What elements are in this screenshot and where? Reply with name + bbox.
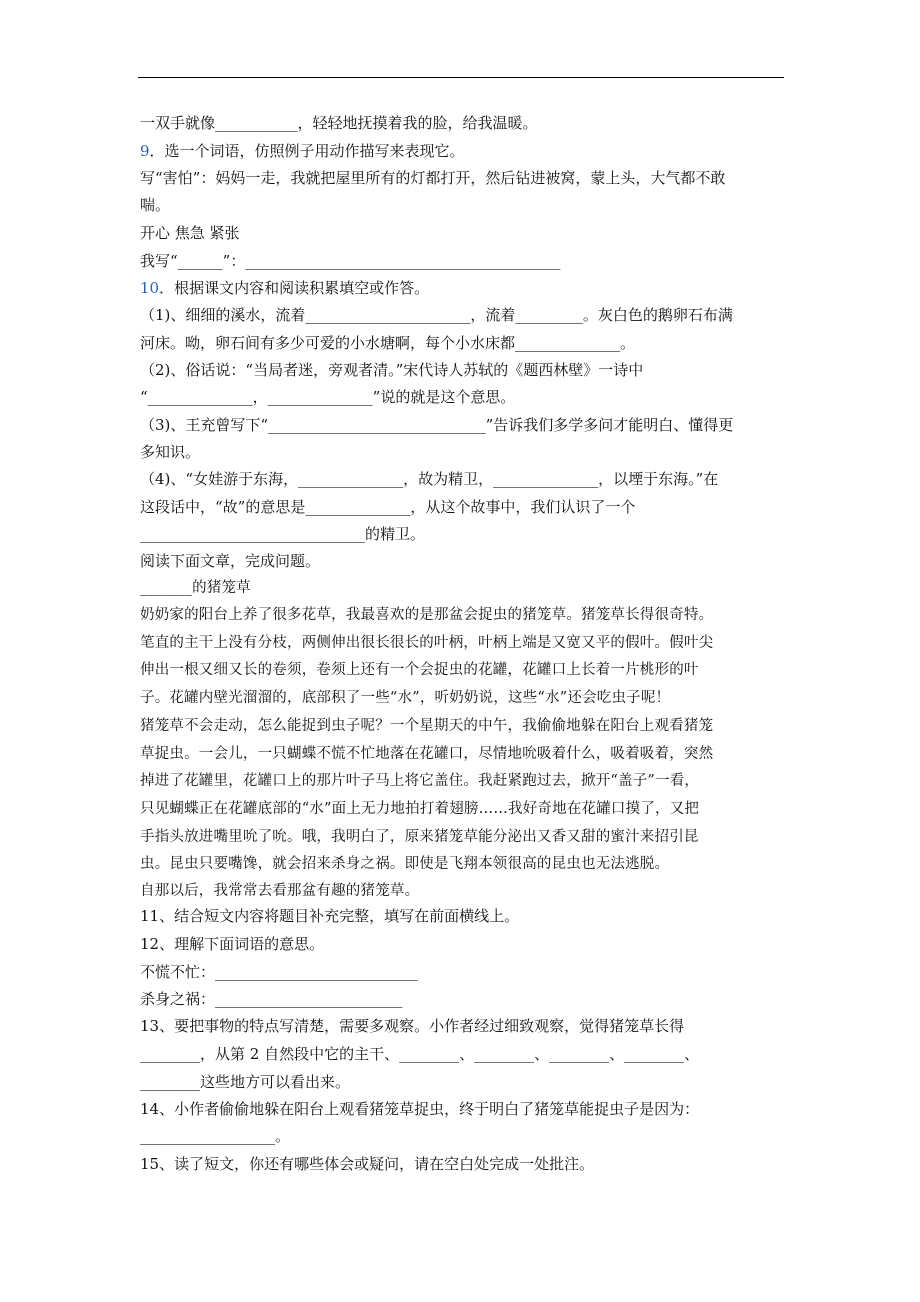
reading-instruction: 阅读下面文章，完成问题。 bbox=[140, 552, 321, 570]
article-line: 伸出一根又细又长的卷须，卷须上还有一个会捉虫的花罐，花罐口上长着一片桃形的叶 bbox=[140, 662, 699, 678]
article-line: 奶奶家的阳台上养了很多花草，我最喜欢的是那盆会捉虫的猪笼草。猪笼草长得很奇特。 bbox=[140, 607, 714, 623]
article-line: 掉进了花罐里，花罐口上的那片叶子马上将它盖住。我赶紧跑过去，掀开“盖子”一看， bbox=[140, 773, 700, 789]
example-line: 写“害怕”：妈妈一走，我就把屋里所有的灯都打开，然后钻进被窝，蒙上头，大气都不敢 bbox=[140, 169, 726, 187]
q12-item1: 不慌不忙：___________________________ bbox=[140, 963, 418, 981]
q10-part4-cont2: ______________________________的精卫。 bbox=[140, 525, 426, 543]
q10-part2-cont: “______________，______________”说的就是这个意思。 bbox=[140, 388, 516, 406]
header-rule bbox=[138, 77, 784, 78]
question-15: 15、读了短文，你还有哪些体会或疑问，请在空白处完成一处批注。 bbox=[140, 1155, 595, 1173]
line-simile-fill: 一双手就像___________，轻轻地抚摸着我的脸，给我温暖。 bbox=[140, 114, 538, 132]
question-text: ．根据课文内容和阅读积累填空或作答。 bbox=[159, 279, 430, 297]
question-10 bbox=[140, 278, 429, 298]
example-line-cont: 喘。 bbox=[140, 196, 171, 214]
q13-cont2: ________这些地方可以看出来。 bbox=[140, 1073, 351, 1091]
article-title: _______的猪笼草 bbox=[140, 580, 251, 596]
question-11: 11、结合短文内容将题目补充完整，填写在前面横线上。 bbox=[140, 907, 520, 925]
q10-part4-cont: 这段话中，“故”的意思是______________，从这个故事中，我们认识了一个 bbox=[140, 498, 636, 516]
question-9 bbox=[140, 141, 465, 161]
article-line: 猪笼草不会走动，怎么能捉到虫子呢？一个星期天的中午，我偷偷地躲在阳台上观看猪笼 bbox=[140, 718, 714, 734]
question-number: 10 bbox=[140, 279, 160, 297]
word-choices: 开心 焦急 紧张 bbox=[140, 224, 240, 242]
question-number: 9 bbox=[140, 142, 150, 160]
question-14: 14、小作者偷偷地躲在阳台上观看猪笼草捉虫，终于明白了猪笼草能捉虫子是因为： bbox=[140, 1100, 700, 1118]
q10-part1: （1)、细细的溪水，流着______________________，流着_________。灰白色的鹅卵石布满 bbox=[140, 306, 733, 324]
article-line: 自那以后，我常常去看那盆有趣的猪笼草。 bbox=[140, 883, 420, 899]
question-12: 12、理解下面词语的意思。 bbox=[140, 935, 325, 953]
article-line: 只见蝴蝶正在花罐底部的“水”面上无力地拍打着翅膀……我好奇地在花罐口摸了，又把 bbox=[140, 801, 700, 817]
q10-part4: （4)、“女娃游于东海，______________，故为精卫，______________，以堙于东海。”在 bbox=[140, 470, 719, 488]
question-13: 13、要把事物的特点写清楚，需要多观察。小作者经过细致观察，觉得猪笼草长得 bbox=[140, 1017, 685, 1035]
article-line: 笔直的主干上没有分枝，两侧伸出很长很长的叶柄，叶柄上端是又宽又平的假叶。假叶尖 bbox=[140, 635, 714, 651]
q10-part1-cont: 河床。呦，卵石间有多少可爱的小水塘啊，每个小水床都______________。 bbox=[140, 334, 636, 352]
q10-part3-cont: 多知识。 bbox=[140, 443, 201, 461]
answer-line: 我写“______”：__________________________________________ bbox=[140, 252, 561, 270]
q13-cont: ________，从第 2 自然段中它的主干、________、________、________、________、 bbox=[140, 1045, 700, 1063]
q10-part2: （2)、俗话说：“当局者迷，旁观者清。”宋代诗人苏轼的《题西林壁》一诗中 bbox=[140, 361, 644, 379]
q12-item2: 杀身之祸：_________________________ bbox=[140, 990, 403, 1008]
article-line: 子。花罐内壁光溜溜的，底部积了一些“水”，听奶奶说，这些“水”还会吃虫子呢！ bbox=[140, 690, 671, 706]
article-line: 草捉虫。一会儿，一只蝴蝶不慌不忙地落在花罐口，尽情地吮吸着什么，吸着吸着，突然 bbox=[140, 746, 714, 762]
question-text: ．选一个词语，仿照例子用动作描写来表现它。 bbox=[149, 142, 465, 160]
q14-cont: __________________。 bbox=[140, 1127, 291, 1145]
q10-part3: （3)、王充曾写下“_____________________________”告诉我们多学多问才能明白、懂得更 bbox=[140, 416, 734, 434]
article-line: 虫。昆虫只要嘴馋，就会招来杀身之祸。即使是飞翔本领很高的昆虫也无法逃脱。 bbox=[140, 856, 670, 872]
article-line: 手指头放进嘴里吮了吮。哦，我明白了，原来猪笼草能分泌出又香又甜的蜜汁来招引昆 bbox=[140, 829, 699, 845]
